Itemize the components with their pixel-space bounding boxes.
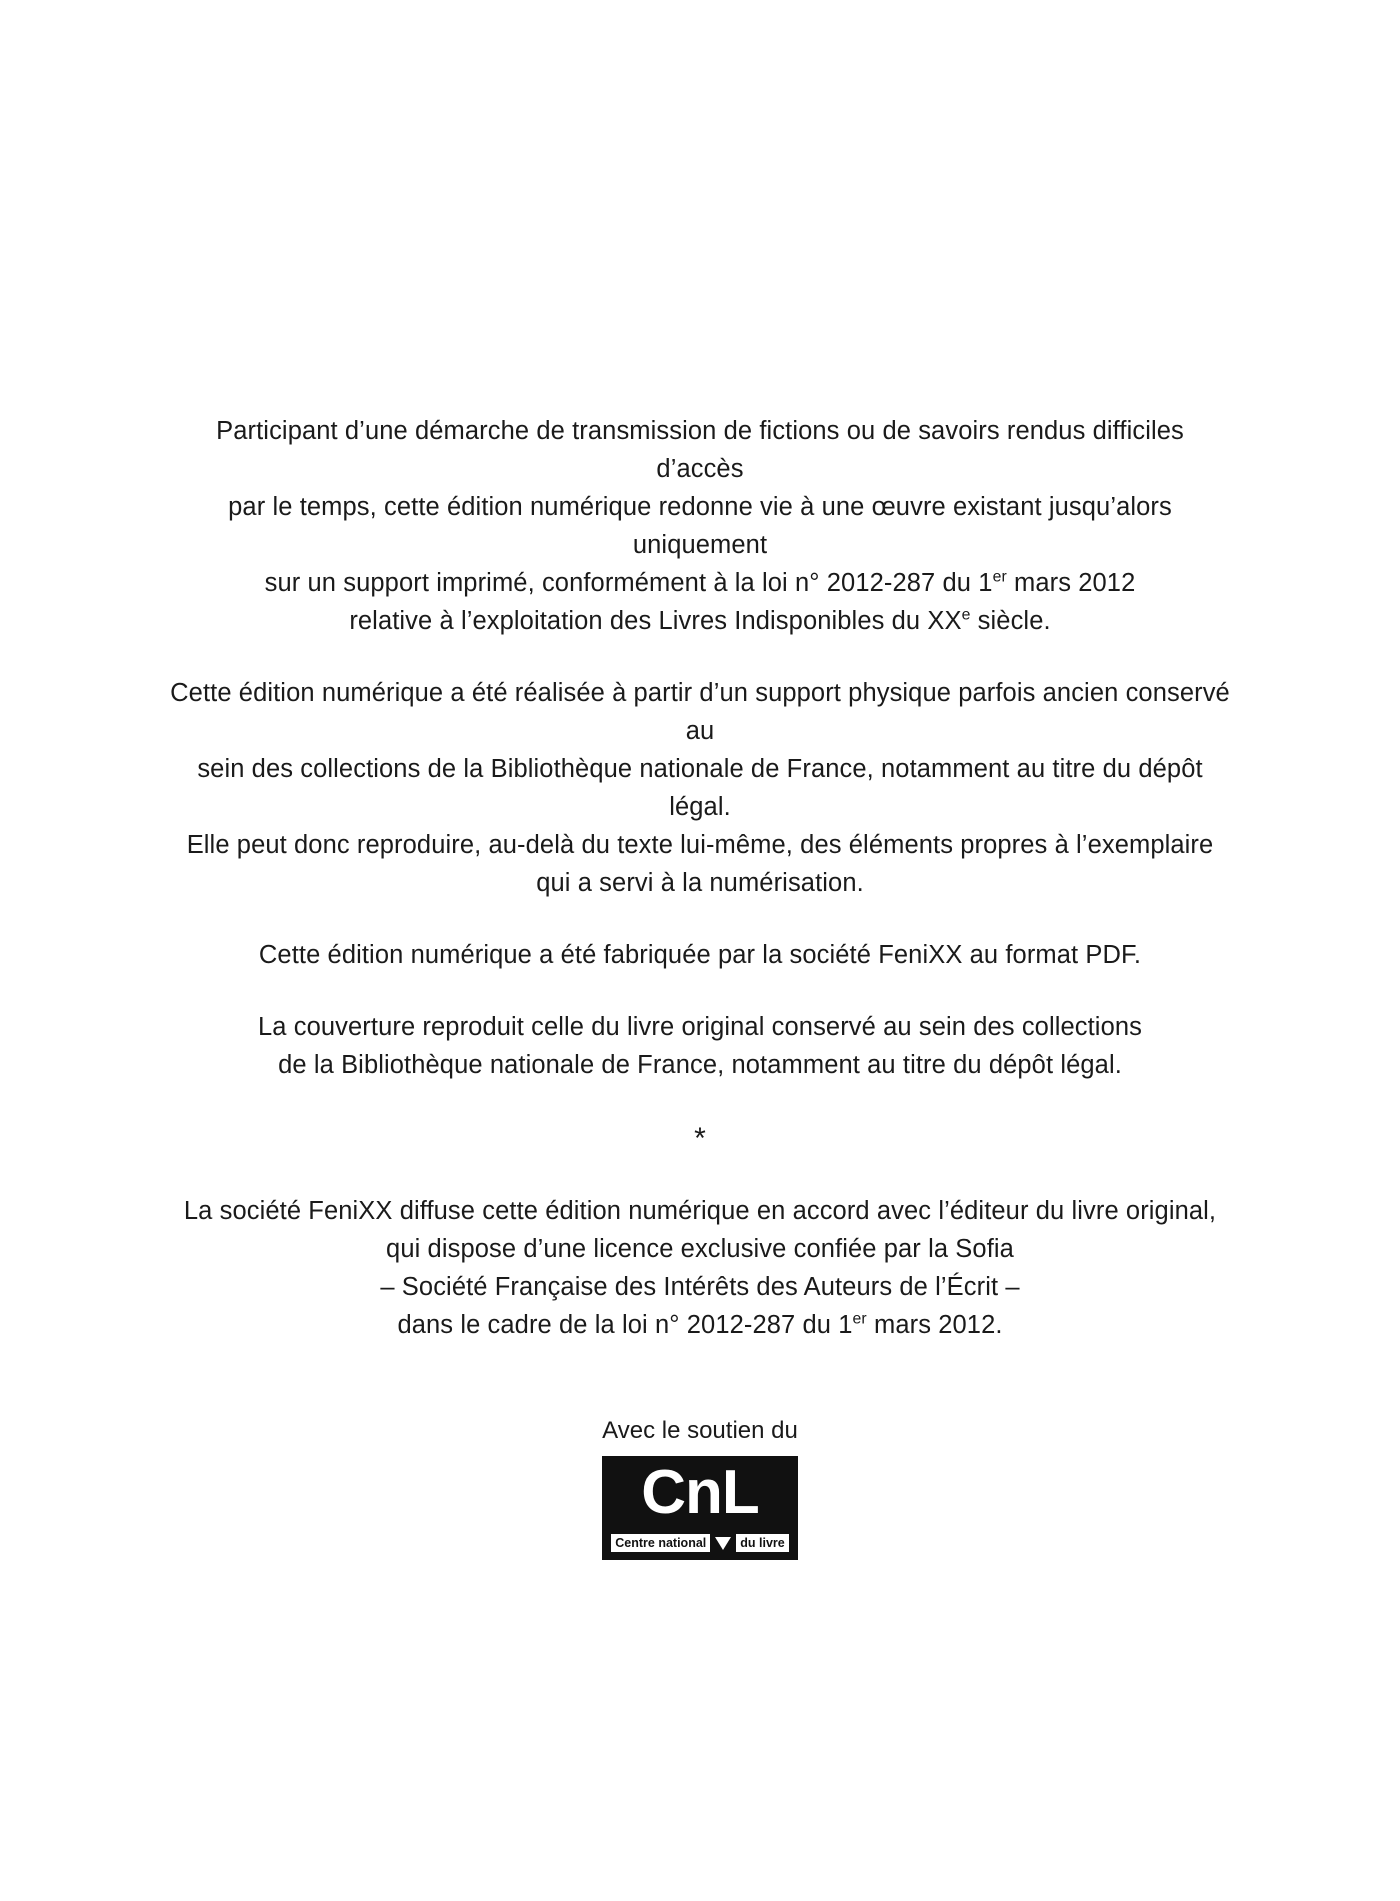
support-label: Avec le soutien du bbox=[602, 1417, 798, 1444]
paragraph-line: Cette édition numérique a été réalisée à partir d’un support physique parfois ancien conservé au bbox=[170, 679, 1230, 745]
paragraph-line: qui dispose d’une licence exclusive confiée par la Sofia bbox=[386, 1235, 1014, 1263]
paragraph-cover bbox=[258, 1008, 1142, 1084]
ordinal-suffix: er bbox=[992, 568, 1007, 586]
cnl-tagline-right: du livre bbox=[736, 1534, 788, 1552]
cnl-acronym: CnL bbox=[641, 1458, 759, 1527]
paragraph-line-law: dans le cadre de la loi n° 2012-287 du 1er mars 2012. bbox=[397, 1310, 1003, 1339]
ordinal-suffix: e bbox=[961, 606, 971, 624]
paragraph-line: de la Bibliothèque nationale de France, notamment au titre du dépôt légal. bbox=[278, 1051, 1122, 1079]
ordinal-suffix: er bbox=[852, 1310, 867, 1328]
paragraph-pdf-format bbox=[259, 936, 1141, 974]
paragraph-line: Elle peut donc reproduire, au-delà du texte lui-même, des éléments propres à l’exemplaire bbox=[186, 831, 1214, 859]
paragraph-line-century: relative à l’exploitation des Livres Indisponibles du XXe siècle. bbox=[349, 606, 1051, 635]
cnl-tagline-left: Centre national bbox=[611, 1534, 710, 1552]
paragraph-line: Participant d’une démarche de transmission de fictions ou de savoirs rendus difficiles d’accès bbox=[216, 417, 1184, 483]
paragraph-line: – Société Française des Intérêts des Auteurs de l’Écrit – bbox=[380, 1273, 1020, 1301]
cnl-tagline bbox=[602, 1533, 798, 1553]
paragraph-line-law: sur un support imprimé, conformément à la loi n° 2012-287 du 1er mars 2012 bbox=[264, 568, 1136, 597]
paragraph-distribution bbox=[184, 1192, 1216, 1344]
paragraph-line: La couverture reproduit celle du livre original conservé au sein des collections bbox=[258, 1013, 1142, 1041]
paragraph-line: sein des collections de la Bibliothèque nationale de France, notamment au titre du dépôt légal. bbox=[197, 755, 1203, 821]
cnl-logo bbox=[602, 1456, 798, 1560]
paragraph-transmission bbox=[170, 412, 1230, 640]
paragraph-line: La société FeniXX diffuse cette édition numérique en accord avec l’éditeur du livre original, bbox=[183, 1197, 1217, 1225]
cnl-caret-icon bbox=[715, 1537, 731, 1550]
support-section bbox=[602, 1416, 798, 1560]
paragraph-line: par le temps, cette édition numérique redonne vie à une œuvre existant jusqu’alors uniquement bbox=[228, 493, 1172, 559]
paragraph-physical-support bbox=[170, 674, 1230, 902]
section-separator: * bbox=[694, 1122, 706, 1155]
paragraph-line: qui a servi à la numérisation. bbox=[536, 869, 864, 897]
paragraph-line: Cette édition numérique a été fabriquée par la société FeniXX au format PDF. bbox=[258, 941, 1142, 969]
